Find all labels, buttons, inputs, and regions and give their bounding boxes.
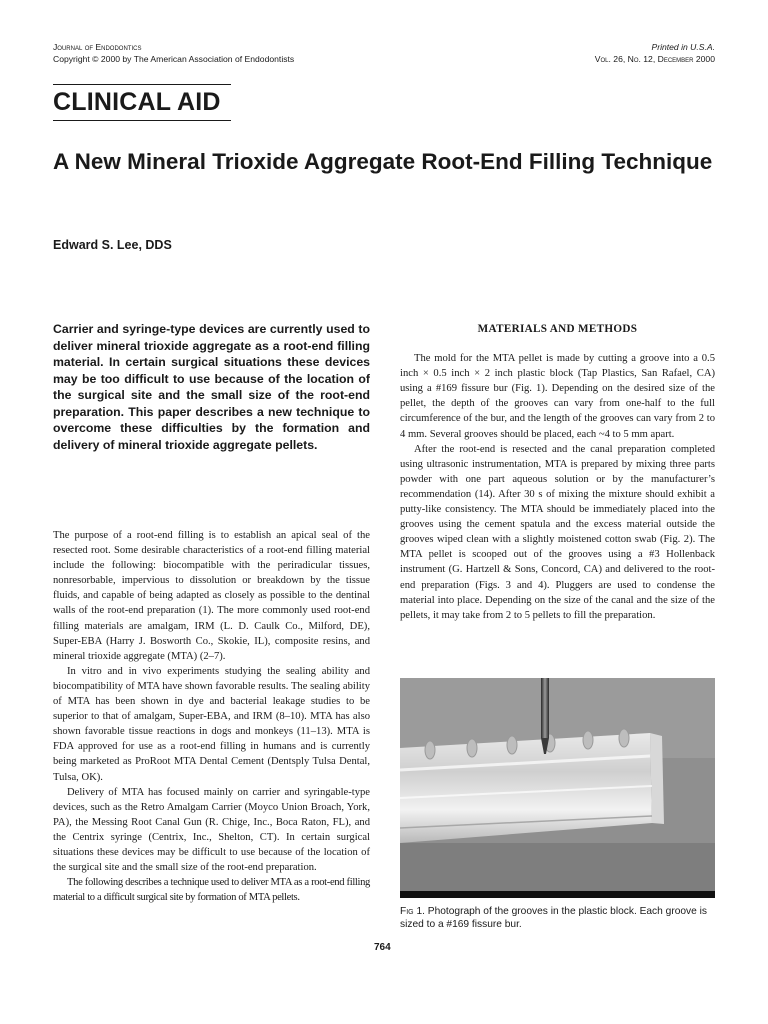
issue-header: [595, 41, 715, 65]
figure-label: Fig 1.: [400, 906, 425, 917]
top-rule: [53, 84, 231, 85]
body-paragraph: The purpose of a root-end filling is to establish an apical seal of the resected root. Some desirable characteristics of a root-end filling material include the following: biocompatible with the periradicular tissues, nonresorbable, impervious to dissolution or breakdown by the tissue fluids, and capable of being adapted as closely as possible to the dentinal walls of the root-end preparation (1). The more commonly used root-end filling materials are amalgam, IRM (L. D. Caulk Co., Milford, DE), Super-EBA (Harry J. Bosworth Co., Skokie, IL), composite resins, and mineral trioxide aggregate (MTA) (2–7).: [53, 530, 370, 662]
abstract: Carrier and syringe-type devices are currently used to deliver mineral trioxide aggregate as a root-end filling material. In certain surgical situations these devices may be too difficult to use because of the location of the surgical site and the small size of the root-end preparation. This paper describes a new technique to overcome these difficulties by the formation and delivery of mineral trioxide aggregate pellets.: [53, 322, 370, 452]
body-paragraph: After the root-end is resected and the canal preparation completed using ultrasonic instrumentation, MTA is prepared by mixing three parts powder with one part aqueous solution or by the manufacturer’s recommendation (14). After 30 s of mixing the mixture should exhibit a putty-like consistency. The MTA should be immediately placed into the grooves using the cement spatula and the excess material outside the grooves wiped clean with a slightly moistened cotton swab (Fig. 2). The MTA pellet is scooped out of the grooves using a #3 Hollenback instrument (G. Hartzell & Sons, Concord, CA) and delivered to the root-end preparation (Figs. 3 and 4). Pluggers are used to condense the material into place. Depending on the size of the canal and the size of the pellets, it may take from 2 to 5 pellets to fill the preparation.: [400, 443, 715, 621]
body-paragraph: The following describes a technique used to deliver MTA as a root-end filling material to a difficult surgical site by formation of MTA pellets.: [53, 877, 370, 904]
section-rule: [53, 120, 231, 121]
body-paragraph: In vitro and in vivo experiments studying the sealing ability and biocompatibility of MTA have shown favorable results. The sealing ability of MTA has been shown in dye and bacterial leakage studies to be superior to that of amalgam, Super-EBA, and IRM (8–10). MTA has also shown favorable tissue reactions in dogs and monkeys (11–13). MTA is FDA approved for use as a root-end filling in humans and is currently being marketed as ProRoot MTA Dental Cement (Dentsply Tulsa Dental, Tulsa, OK).: [53, 665, 370, 783]
volume-info: Vol. 26, No. 12, December 2000: [594, 54, 715, 64]
copyright-line: Copyright © 2000 by The American Association of Endodontists: [53, 54, 295, 64]
body-paragraph: The mold for the MTA pellet is made by cutting a groove into a 0.5 inch × 0.5 inch × 2 inch plastic block (Tap Plastics, San Rafael, CA) using a #169 fissure bur (Fig. 1). Depending on the desired size of the pellet, the depth of the grooves can vary from one-half to the full circumference of the bur, and the length of the grooves can vary from 2 to 4 mm. Several grooves should be placed, each ~4 to 5 mm apart.: [400, 353, 715, 440]
figure-1-caption: [400, 905, 715, 931]
left-column: [53, 528, 370, 905]
page-number: 764: [374, 942, 391, 953]
plastic-block-photo: [400, 678, 715, 898]
journal-name: Journal of Endodontics: [53, 42, 142, 52]
figure-caption-text: Photograph of the grooves in the plastic block. Each groove is sized to a #169 fissure bur.: [400, 906, 707, 930]
author-name: Edward S. Lee, DDS: [53, 238, 172, 252]
right-column: [400, 322, 715, 623]
figure-1-photo: [400, 678, 715, 898]
body-paragraph: Delivery of MTA has focused mainly on carrier and syringable-type devices, such as the Retro Amalgam Carrier (Moyco Union Broach, York, PA), the Messing Root Canal Gun (R. Chige, Inc., Boca Raton, FL), and the Centrix syringe (Centrix, Inc., Shelton, CT). In certain surgical situations these devices may be difficult to use because of the location of the surgical site and the small size of the root-end preparation.: [53, 786, 370, 874]
section-label: CLINICAL AID: [53, 88, 221, 116]
section-heading: MATERIALS AND METHODS: [477, 323, 638, 335]
journal-header: [53, 41, 294, 65]
printed-in: Printed in U.S.A.: [651, 42, 715, 52]
article-title: A New Mineral Trioxide Aggregate Root-End Filling Technique: [53, 149, 713, 174]
